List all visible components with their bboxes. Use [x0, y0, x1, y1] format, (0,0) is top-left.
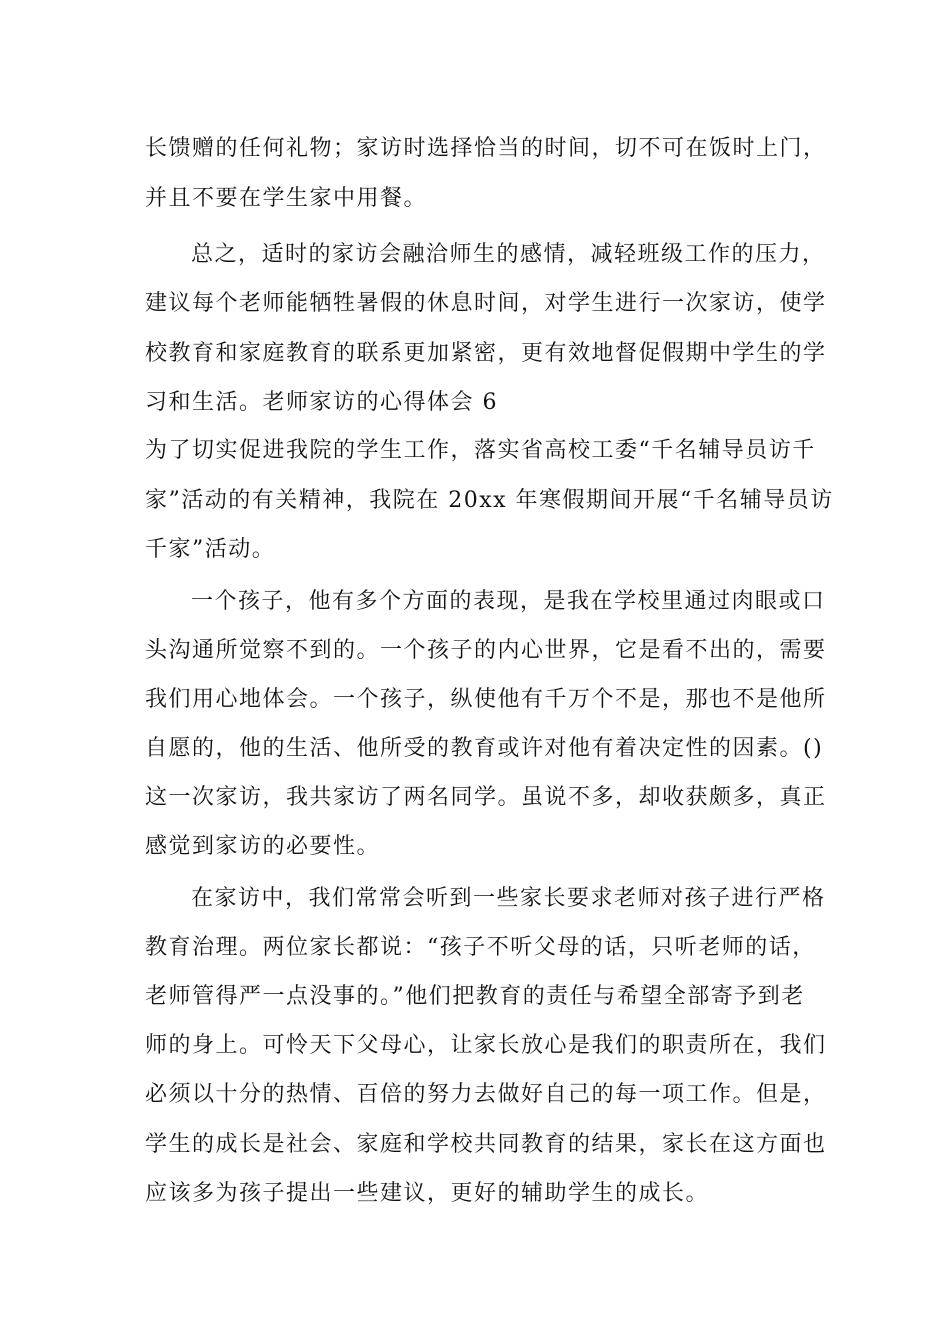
- paragraph-start-line: 为了切实促进我院的学生工作，落实省高校工委“千名辅导员访千: [145, 438, 816, 463]
- text-line: 教育治理。两位家长都说：“孩子不听父母的话，只听老师的话，: [145, 935, 816, 960]
- text-line: 这一次家访，我共家访了两名同学。虽说不多，却收获颇多，真正: [145, 785, 827, 810]
- text-line: 校教育和家庭教育的联系更加紧密，更有效地督促假期中学生的学: [145, 341, 827, 366]
- text-line: 习和生活。老师家访的心得体会 6: [145, 390, 498, 415]
- text-line: 自愿的，他的生活、他所受的教育或许对他有着决定性的因素。(): [145, 736, 824, 761]
- paragraph-start-line: 在家访中，我们常常会听到一些家长要求老师对孩子进行严格: [191, 886, 826, 911]
- paragraph-start-line: 总之，适时的家访会融洽师生的感情，减轻班级工作的压力，: [191, 242, 826, 267]
- text-line: 建议每个老师能牺牲暑假的休息时间，对学生进行一次家访，使学: [145, 291, 827, 316]
- text-line: 我们用心地体会。一个孩子，纵使他有千万个不是，那也不是他所: [145, 687, 827, 712]
- text-line: 千家”活动。: [145, 537, 276, 562]
- text-line: 感觉到家访的必要性。: [145, 834, 381, 859]
- paragraph-start-line: 一个孩子，他有多个方面的表现，是我在学校里通过肉眼或口: [191, 589, 826, 614]
- text-line: 老师管得严一点没事的。”他们把教育的责任与希望全部寄予到老: [145, 984, 805, 1009]
- text-line: 学生的成长是社会、家庭和学校共同教育的结果，家长在这方面也: [145, 1132, 827, 1157]
- text-line: 必须以十分的热情、百倍的努力去做好自己的每一项工作。但是，: [145, 1082, 827, 1107]
- text-line: 并且不要在学生家中用餐。: [145, 186, 428, 211]
- text-line: 长馈赠的任何礼物；家访时选择恰当的时间，切不可在饭时上门，: [145, 136, 827, 161]
- text-line: 应该多为孩子提出一些建议，更好的辅助学生的成长。: [145, 1181, 710, 1206]
- text-line: 家”活动的有关精神，我院在 20xx 年寒假期间开展“千名辅导员访: [145, 488, 834, 513]
- text-line: 头沟通所觉察不到的。一个孩子的内心世界，它是看不出的，需要: [145, 638, 827, 663]
- text-line: 师的身上。可怜天下父母心，让家长放心是我们的职责所在，我们: [145, 1033, 827, 1058]
